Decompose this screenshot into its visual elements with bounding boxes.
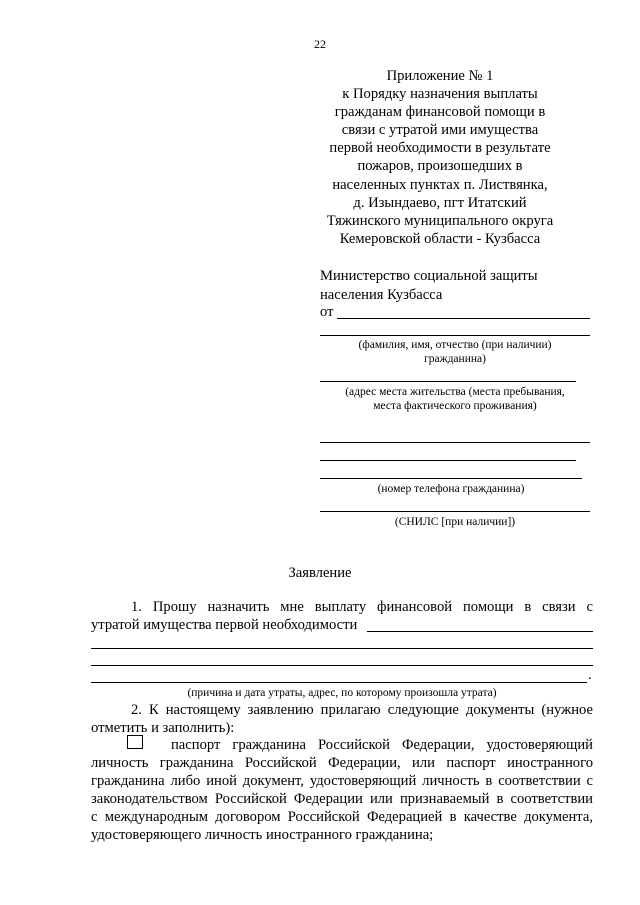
doc1-line1: паспорт гражданина Российской Федерации, удостоверяющий [171,737,593,753]
appendix-line: Тяжинского муниципального округа [326,212,554,229]
from-label: от [320,304,334,320]
name-caption [320,338,590,366]
address-caption-line-2: места фактического проживания) [373,400,537,412]
extra-field-line-2[interactable] [320,460,576,461]
snils-field[interactable] [320,511,590,512]
appendix-line: первой необходимости в результате [329,140,551,157]
from-name-field[interactable] [337,318,590,319]
address-field[interactable] [320,381,576,382]
phone-caption: (номер телефона гражданина) [377,483,525,495]
item2-line2: отметить и заполнить): [91,720,235,736]
name-field-line-2[interactable] [320,335,590,336]
appendix-line: к Порядку назначения выплаты [342,86,538,103]
address-caption [320,385,590,413]
name-caption-line-2: гражданина) [424,353,486,365]
statement-title: Заявление [288,565,352,581]
appendix-line: гражданам финансовой помощи в [334,104,546,121]
doc1-line2: личность гражданина Российской Федерации, или паспорт иностранного [91,755,593,771]
passport-checkbox[interactable] [127,735,143,749]
appendix-line: населенных пунктах п. Листвянка, [332,176,548,193]
doc1-line5: с международным договором Российской Федерацией в качестве документа, [91,809,593,825]
page-number: 22 [314,37,326,51]
doc1-line6: удостоверяющего личность иностранного гражданина; [91,827,434,843]
item1-caption: (причина и дата утраты, адрес, по которому произошла утрата) [187,687,497,699]
snils-caption: (СНИЛС [при наличии]) [394,516,516,528]
address-caption-line-1: (адрес места жительства (места пребывания, [345,386,565,398]
item1-end: . [588,667,592,683]
addressee-line-2: населения Кузбасса [320,286,443,303]
appendix-line: Приложение № 1 [386,68,494,84]
extra-field-line-1[interactable] [320,442,590,443]
appendix-line: Кемеровской области - Кузбасса [339,230,541,247]
item1-line2: утратой имущества первой необходимости [91,617,358,633]
appendix-line: связи с утратой ими имущества [341,122,539,139]
appendix-line: д. Изындаево, пгт Итатский [353,194,527,211]
item2-line1: 2. К настоящему заявлению прилагаю следующие документы (нужное [131,702,593,718]
doc1-line4: законодательством Российской Федерации или признаваемый в соответствии [91,791,593,807]
addressee-block [320,267,538,304]
item1-field-line-2[interactable] [91,648,593,649]
item1-field-line-3[interactable] [91,665,593,666]
addressee-line-1: Министерство социальной защиты [320,268,538,284]
name-caption-line-1: (фамилия, имя, отчество (при наличии) [358,339,552,351]
item1-field-line-4[interactable] [91,682,587,683]
appendix-line: пожаров, произошедших в [357,158,523,175]
item1-line1: 1. Прошу назначить мне выплату финансовой помощи в связи с [131,599,593,615]
item1-field-line-1[interactable] [367,631,593,632]
doc1-line3: гражданина либо иной документ, удостоверяющий личность в соответствии с [91,773,593,789]
phone-field[interactable] [320,478,582,479]
appendix-header [300,67,580,248]
